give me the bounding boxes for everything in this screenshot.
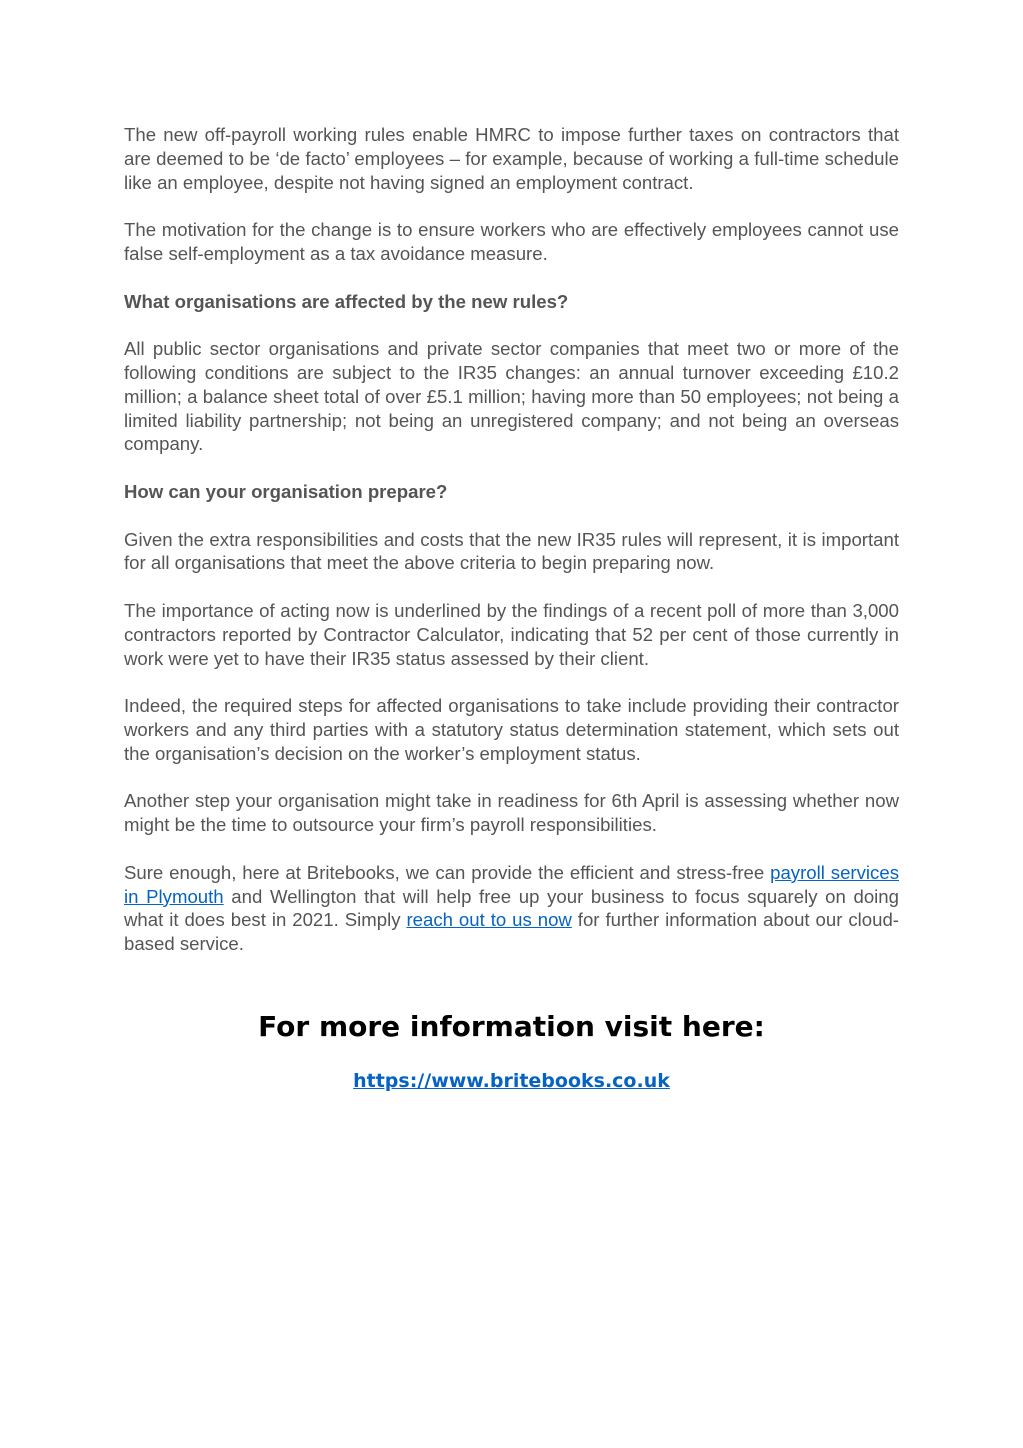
paragraph-motivation: The motivation for the change is to ensure workers who are effectively employees cannot use false self-employment as a tax avoidance measure. xyxy=(124,219,899,264)
payroll-services-link[interactable]: payroll services in Plymouth xyxy=(124,861,899,907)
paragraph-steps: Indeed, the required steps for affected organisations to take include providing their contractor workers and any third parties with a statutory status determination statement, which sets out the organisation’s decision on the worker’s employment status. xyxy=(124,695,899,764)
more-info-heading: For more information visit here: xyxy=(258,1010,765,1043)
britebooks-website-link[interactable]: https://www.britebooks.co.uk xyxy=(353,1070,670,1092)
section-heading-affected: What organisations are affected by the new rules? xyxy=(124,290,569,312)
article-body xyxy=(124,123,899,956)
paragraph-intro: The new off-payroll working rules enable HMRC to impose further taxes on contractors that are deemed to be ‘de facto’ employees – for example, because of working a full-time schedule like an employee, despite not having signed an employment contract. xyxy=(124,124,899,193)
paragraph-britebooks xyxy=(124,861,899,956)
britebooks-text-3: for further information about our cloud-based service. xyxy=(124,909,899,955)
paragraph-prepare: Given the extra responsibilities and costs that the new IR35 rules will represent, it is important for all organisations that meet the above criteria to begin preparing now. xyxy=(124,528,899,574)
paragraph-poll: The importance of acting now is underlined by the findings of a recent poll of more than 3,000 contractors reported by Contractor Calculator, indicating that 52 per cent of those currently in work were yet to have their IR35 status assessed by their client. xyxy=(124,599,899,669)
britebooks-text-1: Sure enough, here at Britebooks, we can provide the efficient and stress-free xyxy=(124,861,771,883)
paragraph-affected: All public sector organisations and private sector companies that meet two or more of the following conditions are subject to the IR35 changes: an annual turnover exceeding £10.2 million; a balance sheet total of over £5.1 million; having more than 50 employees; not being a limited liability partnership; not being an unregistered company; and not being an overseas company. xyxy=(124,338,899,455)
footer-link-container xyxy=(0,1066,1023,1096)
britebooks-text-2: and Wellington that will help free up your business to focus squarely on doing what it does best in 2021. Simply xyxy=(124,885,899,931)
reach-out-link[interactable]: reach out to us now xyxy=(406,909,572,931)
paragraph-outsource: Another step your organisation might take in readiness for 6th April is assessing whether now might be the time to outsource your firm’s payroll responsibilities. xyxy=(124,790,899,836)
section-heading-prepare: How can your organisation prepare? xyxy=(124,480,448,502)
